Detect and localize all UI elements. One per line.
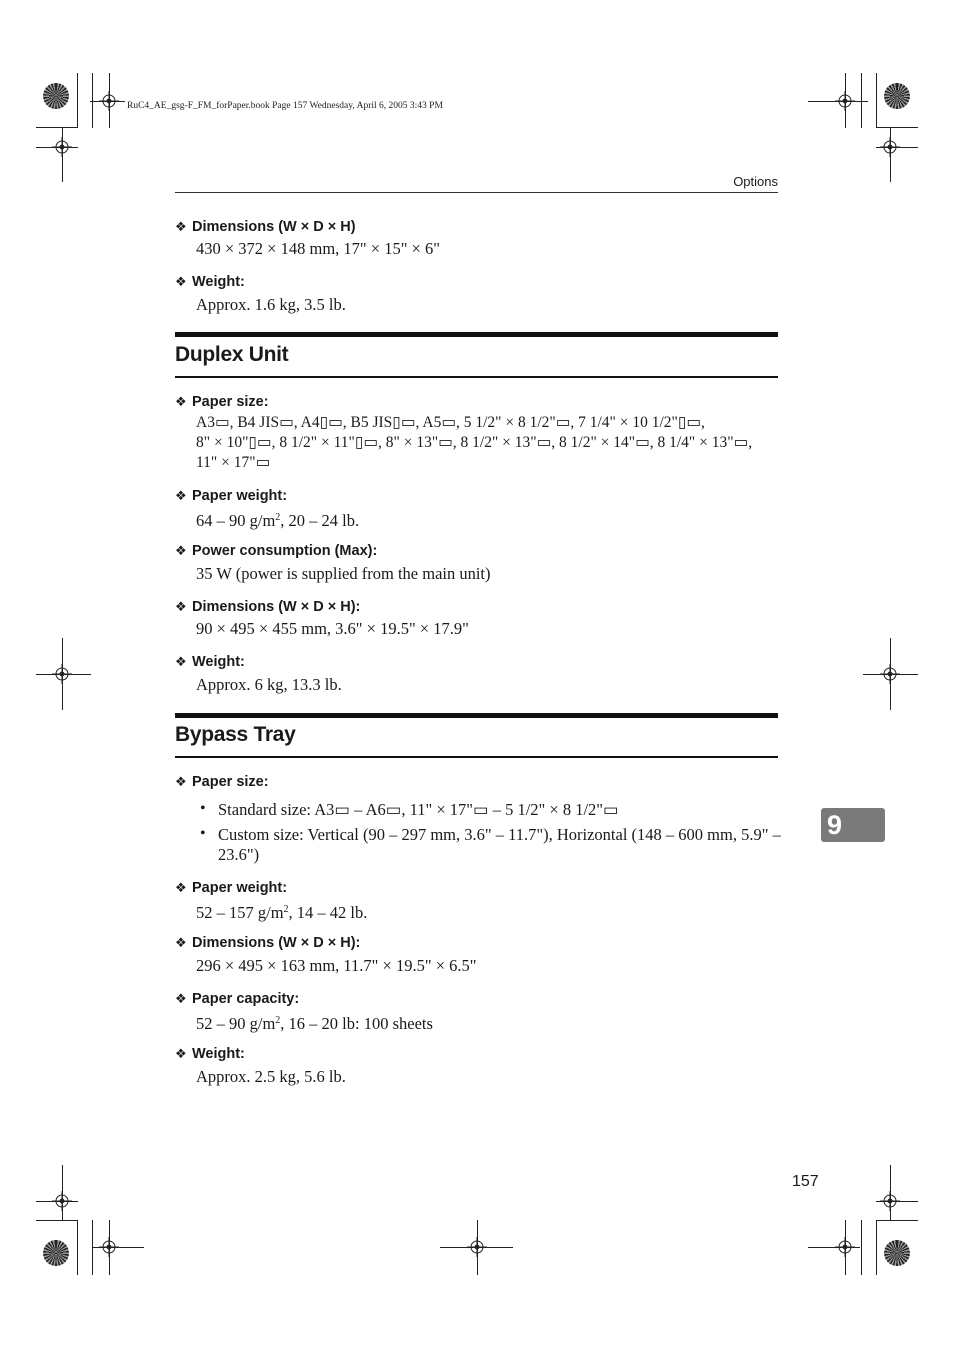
section-title-duplex: Duplex Unit (175, 343, 289, 366)
registration-sun-icon (884, 1240, 910, 1266)
diamond-bullet-icon: ❖ (175, 1046, 187, 1061)
item-value-paper-capacity: 52 – 90 $g/m^2$, 16 – 20 lb: 100 sheets (196, 1014, 433, 1033)
registration-crosshair-icon (99, 1237, 119, 1257)
header-rule (175, 192, 778, 193)
registration-crosshair-icon (52, 137, 72, 157)
chapter-number: 9 (827, 810, 843, 840)
item-value-paper-size-line-2: 8" × 10"▯▭, 8 1/2" × 11"▯▭, 8" × 13"▭, 8 1/2" × 13"▭, 8 1/2" × 14"▭, 8 1/4" × 13"▭, (196, 434, 753, 451)
item-label-dimensions: ❖ Dimensions (W × D × H) (175, 219, 356, 235)
registration-sun-icon (884, 83, 910, 109)
list-item-standard-size: Standard size: A3▭ – A6▭, 11" × 17"▭ – 5 1/2" × 8 1/2"▭ (218, 800, 619, 819)
registration-crosshair-icon (52, 1191, 72, 1211)
section-top-rule (175, 332, 778, 337)
item-value-weight: Approx. 2.5 kg, 5.6 lb. (196, 1067, 346, 1086)
diamond-bullet-icon: ❖ (175, 488, 187, 503)
section-title-bypass: Bypass Tray (175, 723, 296, 746)
item-label-dimensions: ❖ Dimensions (W × D × H): (175, 599, 361, 615)
diamond-bullet-icon: ❖ (175, 654, 187, 669)
list-bullet: • (200, 800, 206, 817)
item-label-power-consumption: ❖ Power consumption (Max): (175, 543, 378, 559)
item-value-paper-weight: 52 – 157 $g/m^2$, 14 – 42 lb. (196, 903, 368, 922)
section-bottom-rule (175, 376, 778, 378)
item-value-weight: Approx. 6 kg, 13.3 lb. (196, 675, 342, 694)
registration-crosshair-icon (835, 1237, 855, 1257)
registration-crosshair-icon (880, 664, 900, 684)
item-label-paper-size: ❖ Paper size: (175, 394, 269, 410)
diamond-bullet-icon: ❖ (175, 274, 187, 289)
item-value-dimensions: 90 × 495 × 455 mm, 3.6" × 19.5" × 17.9" (196, 619, 469, 638)
diamond-bullet-icon: ❖ (175, 599, 187, 614)
chapter-tab (821, 808, 885, 842)
item-label-paper-weight: ❖ Paper weight: (175, 880, 288, 896)
item-value-paper-size-line-1: A3▭, B4 JIS▭, A4▯▭, B5 JIS▯▭, A5▭, 5 1/2" × 8 1/2"▭, 7 1/4" × 10 1/2"▯▭, (196, 414, 705, 431)
item-label-weight: ❖ Weight: (175, 654, 245, 670)
diamond-bullet-icon: ❖ (175, 543, 187, 558)
item-label-paper-size: ❖ Paper size: (175, 774, 269, 790)
diamond-bullet-icon: ❖ (175, 880, 187, 895)
running-head: Options (733, 174, 778, 189)
item-label-weight: ❖ Weight: (175, 274, 245, 290)
registration-crosshair-icon (835, 91, 855, 111)
item-value-paper-weight: 64 – 90 $g/m^2$, 20 – 24 lb. (196, 511, 360, 530)
item-label-dimensions: ❖ Dimensions (W × D × H): (175, 935, 361, 951)
book-print-info: RuC4_AE_gsg-F_FM_forPaper.book Page 157 Wednesday, April 6, 2005 3:43 PM (127, 101, 443, 111)
diamond-bullet-icon: ❖ (175, 774, 187, 789)
item-value-power-consumption: 35 W (power is supplied from the main unit) (196, 564, 491, 583)
diamond-bullet-icon: ❖ (175, 991, 187, 1006)
page-number: 157 (792, 1173, 819, 1190)
registration-crosshair-icon (880, 137, 900, 157)
registration-crosshair-icon (880, 1191, 900, 1211)
list-bullet: • (200, 825, 206, 842)
section-top-rule (175, 713, 778, 718)
item-label-paper-capacity: ❖ Paper capacity: (175, 991, 300, 1007)
item-value-dimensions: 430 × 372 × 148 mm, 17" × 15" × 6" (196, 239, 440, 258)
registration-crosshair-icon (467, 1237, 487, 1257)
registration-crosshair-icon (99, 91, 119, 111)
diamond-bullet-icon: ❖ (175, 935, 187, 950)
item-value-dimensions: 296 × 495 × 163 mm, 11.7" × 19.5" × 6.5" (196, 956, 477, 975)
registration-sun-icon (43, 83, 69, 109)
diamond-bullet-icon: ❖ (175, 219, 187, 234)
section-bottom-rule (175, 756, 778, 758)
item-value-paper-size-line-3: 11" × 17"▭ (196, 454, 271, 471)
item-value-weight: Approx. 1.6 kg, 3.5 lb. (196, 295, 346, 314)
list-item-custom-size: Custom size: Vertical (90 – 297 mm, 3.6" – 11.7"), Horizontal (148 – 600 mm, 5.9" – 23.6") (218, 825, 781, 864)
item-label-paper-weight: ❖ Paper weight: (175, 488, 288, 504)
registration-sun-icon (43, 1240, 69, 1266)
diamond-bullet-icon: ❖ (175, 394, 187, 409)
registration-crosshair-icon (52, 664, 72, 684)
item-label-weight: ❖ Weight: (175, 1046, 245, 1062)
